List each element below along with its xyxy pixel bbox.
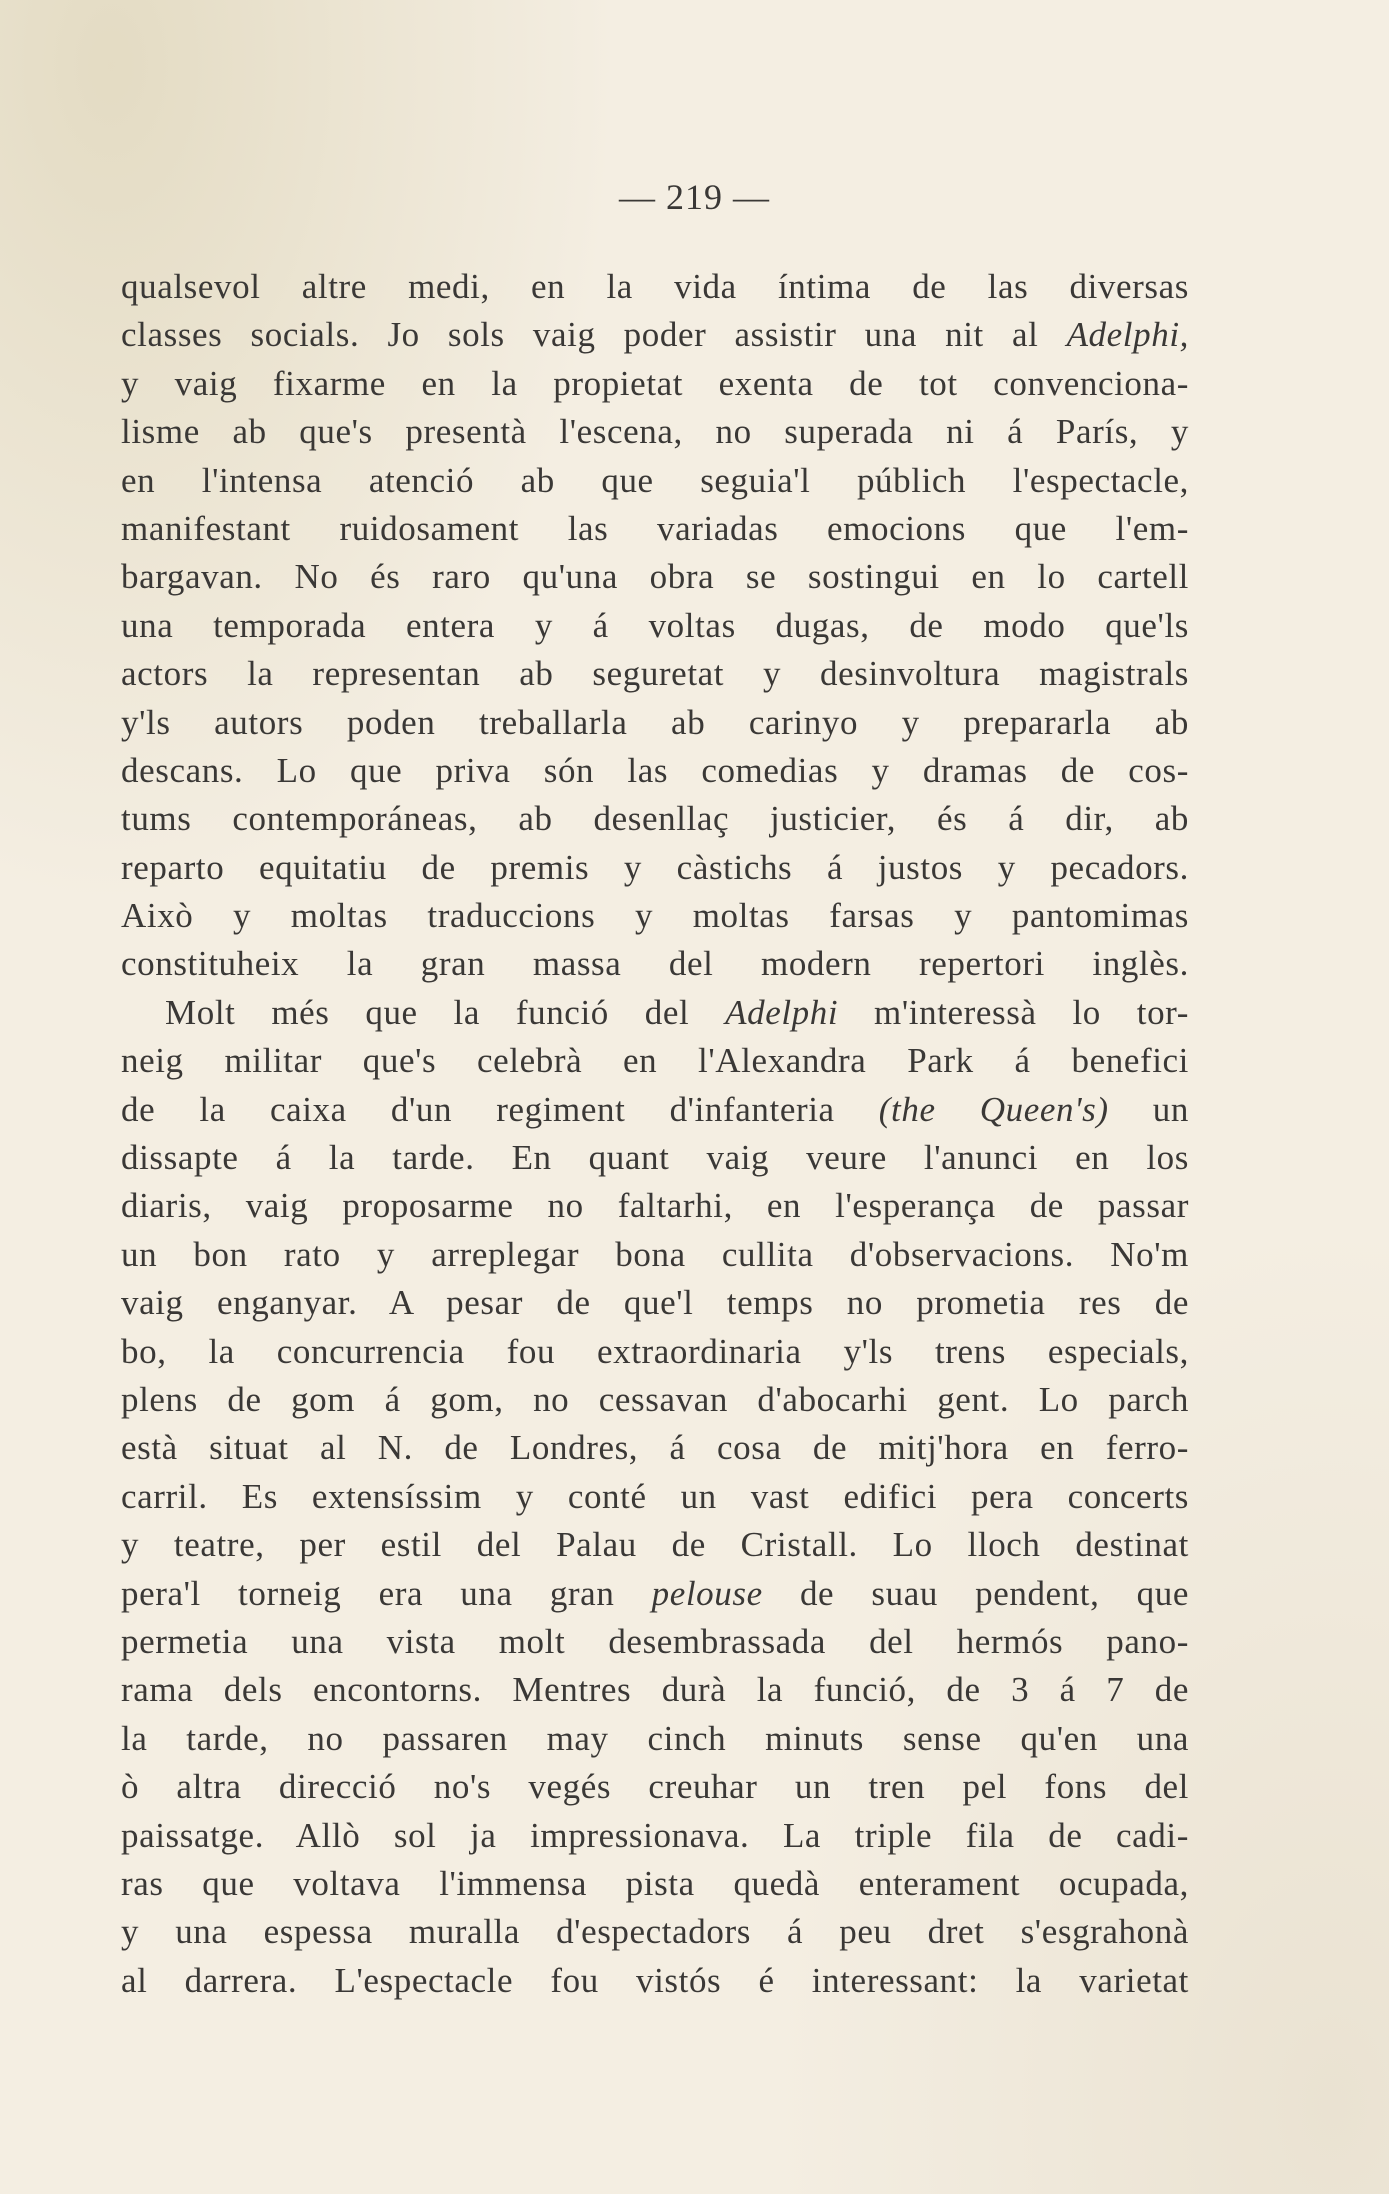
text-line [121, 1376, 1189, 1424]
text-segment: carril. Es extensíssim y conté un vast edifici pera concerts [121, 1476, 1189, 1516]
text-segment: plens de gom á gom, no cessavan d'abocarhi gent. Lo parch [121, 1379, 1189, 1419]
text-line [121, 989, 1189, 1037]
text-line [121, 1763, 1189, 1811]
text-segment: rama dels encontorns. Mentres durà la funció, de 3 á 7 de [121, 1670, 1189, 1710]
text-segment: classes socials. Jo sols vaig poder assistir una nit al [121, 315, 1067, 355]
italic-text: Adelphi [725, 992, 839, 1032]
text-line [121, 1037, 1189, 1085]
text-line [121, 1666, 1189, 1714]
page-number: — 219 — [619, 177, 770, 217]
text-segment: la tarde, no passaren may cinch minuts sense qu'en una [121, 1718, 1189, 1758]
text-segment: de suau pendent, que [762, 1573, 1189, 1613]
text-segment: tums contemporáneas, ab desenllaç justicier, és á dir, ab [121, 799, 1189, 839]
italic-text: Adelphi, [1066, 315, 1189, 355]
text-line [121, 408, 1189, 456]
text-line [121, 1570, 1189, 1618]
text-segment: y teatre, per estil del Palau de Cristall. Lo lloch destinat [121, 1525, 1189, 1565]
text-segment: permetia una vista molt desembrassada del hermós pano- [121, 1621, 1189, 1661]
text-line [121, 457, 1189, 505]
text-line [121, 1134, 1189, 1182]
text-segment: Això y moltas traduccions y moltas farsas y pantomimas [121, 896, 1189, 936]
text-segment: neig militar que's celebrà en l'Alexandra Park á benefici [121, 1041, 1189, 1081]
text-segment: diaris, vaig proposarme no faltarhi, en l'esperança de passar [121, 1186, 1189, 1226]
text-segment: lisme ab que's presentà l'escena, no superada ni á París, y [121, 412, 1189, 452]
text-line [121, 311, 1189, 359]
text-line [121, 1908, 1189, 1956]
text-line [121, 1086, 1189, 1134]
text-line [121, 747, 1189, 795]
text-segment: de la caixa d'un regiment d'infanteria [121, 1089, 879, 1129]
text-line [121, 1473, 1189, 1521]
text-segment: està situat al N. de Londres, á cosa de mitj'hora en ferro- [121, 1428, 1189, 1468]
italic-text: (the Queen's) [878, 1089, 1109, 1129]
text-line [121, 1279, 1189, 1327]
text-line [121, 1521, 1189, 1569]
text-line [121, 505, 1189, 553]
text-line [121, 1182, 1189, 1230]
text-segment: actors la representan ab seguretat y desinvoltura magistrals [121, 654, 1189, 694]
text-line [121, 940, 1189, 988]
text-segment: dissapte á la tarde. En quant vaig veure l'anunci en los [121, 1138, 1189, 1178]
text-segment: un [1108, 1089, 1189, 1129]
text-line [121, 1618, 1189, 1666]
text-segment: un bon rato y arreplegar bona cullita d'observacions. No'm [121, 1234, 1189, 1274]
text-segment: al darrera. L'espectacle fou vistós é interessant: la varietat [121, 1960, 1189, 2000]
text-segment: ò altra direcció no's vegés creuhar un tren pel fons del [121, 1767, 1189, 1807]
text-line [121, 1957, 1189, 2005]
text-line [121, 263, 1189, 311]
text-segment: y una espessa muralla d'espectadors á peu dret s'esgrahonà [121, 1912, 1189, 1952]
text-segment: ras que voltava l'immensa pista quedà enterament ocupada, [121, 1863, 1189, 1903]
text-segment: Molt més que la funció del [165, 992, 726, 1032]
text-line [121, 1715, 1189, 1763]
text-segment: y'ls autors poden treballarla ab carinyo y prepararla ab [121, 702, 1189, 742]
text-segment: bargavan. No és raro qu'una obra se sostingui en lo cartell [121, 557, 1189, 597]
text-segment: y vaig fixarme en la propietat exenta de tot convenciona- [121, 363, 1189, 403]
text-segment: manifestant ruidosament las variadas emocions que l'em- [121, 508, 1189, 548]
text-segment: reparto equitatiu de premis y càstichs á justos y pecadors. [121, 847, 1189, 887]
text-line [121, 1231, 1189, 1279]
text-line [121, 844, 1189, 892]
text-line [121, 360, 1189, 408]
body-text [121, 263, 1189, 2005]
text-line [121, 602, 1189, 650]
text-line [121, 892, 1189, 940]
text-segment: m'interessà lo tor- [838, 992, 1189, 1032]
text-segment: bo, la concurrencia fou extraordinaria y'ls trens especials, [121, 1331, 1189, 1371]
italic-text: pelouse [651, 1573, 763, 1613]
text-line [121, 699, 1189, 747]
text-segment: en l'intensa atenció ab que seguia'l públich l'espectacle, [121, 460, 1189, 500]
text-segment: paissatge. Allò sol ja impressionava. La triple fila de cadi- [121, 1815, 1189, 1855]
text-segment: descans. Lo que priva són las comedias y dramas de cos- [121, 750, 1189, 790]
text-segment: una temporada entera y á voltas dugas, de modo que'ls [121, 605, 1189, 645]
text-line [121, 795, 1189, 843]
text-line [121, 553, 1189, 601]
text-line [121, 1424, 1189, 1472]
text-segment: constituheix la gran massa del modern repertori inglès. [121, 944, 1189, 984]
text-line [121, 1812, 1189, 1860]
text-line [121, 1328, 1189, 1376]
text-segment: qualsevol altre medi, en la vida íntima de las diversas [121, 267, 1189, 306]
text-line [121, 1860, 1189, 1908]
text-segment: pera'l torneig era una gran [121, 1573, 652, 1613]
text-segment: vaig enganyar. A pesar de que'l temps no prometia res de [121, 1283, 1189, 1323]
text-line [121, 650, 1189, 698]
